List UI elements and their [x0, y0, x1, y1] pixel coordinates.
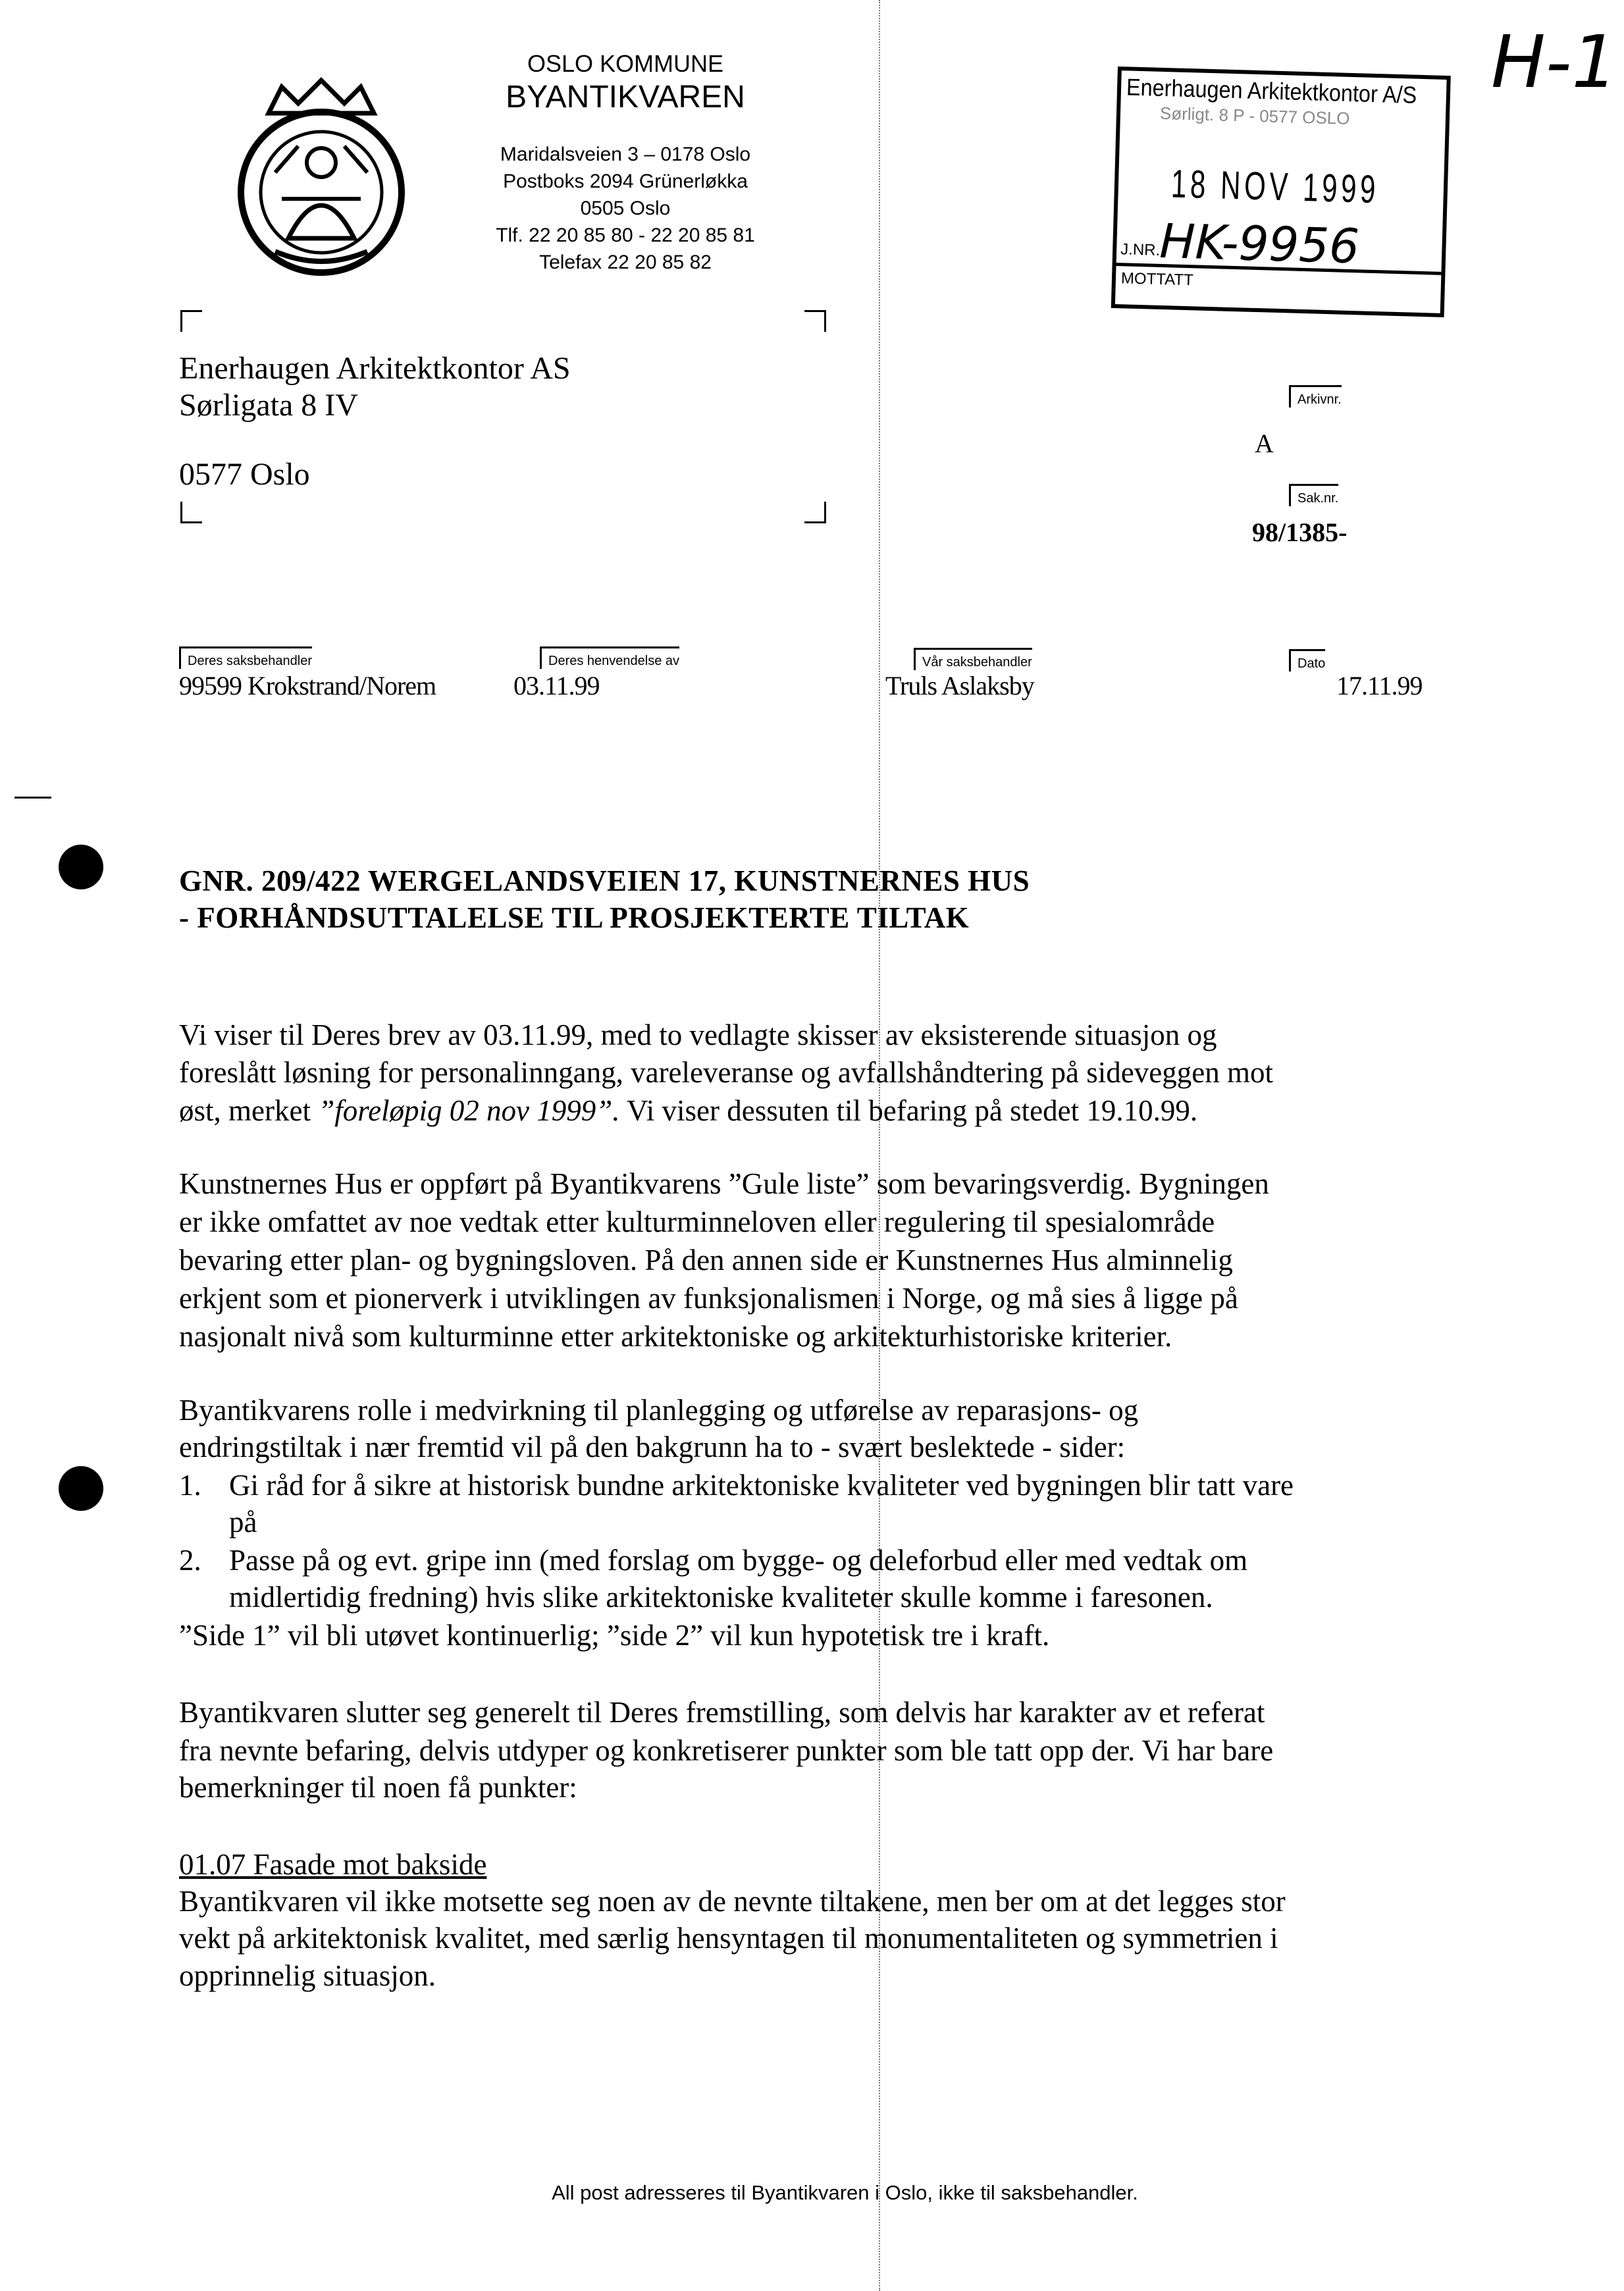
- text-run: Byantikvaren slutter seg generelt til Deres fremstilling, som delvis har karakter av et referat: [179, 1696, 1265, 1729]
- ref-label: [179, 646, 312, 669]
- text-run: 1.: [179, 1469, 201, 1502]
- ref-value: 99599 Krokstrand/Norem: [179, 671, 436, 700]
- body-line: [229, 1580, 1213, 1614]
- body-line: [179, 1959, 436, 1993]
- ref-value: 17.11.99: [1336, 671, 1423, 700]
- text-run: Vi viser til Deres brev av 03.11.99, med to vedlagte skisser av eksisterende situasjon og: [179, 1018, 1217, 1051]
- text-run: er ikke omfattet av noe vedtak etter kulturminneloven eller regulering til spesialområde: [179, 1205, 1215, 1238]
- body-line: [179, 1543, 201, 1577]
- ref-label: [1289, 649, 1325, 672]
- subject-line: GNR. 209/422 WERGELANDSVEIEN 17, KUNSTNERNES HUS: [179, 864, 1030, 897]
- body-line: [179, 1319, 1172, 1354]
- stamp-jnr-label: J.NR.: [1120, 240, 1161, 259]
- recipient-street: Sørligata 8 IV: [179, 388, 358, 423]
- body-line: [179, 1847, 486, 1882]
- italic-text: ”foreløpig 02 nov 1999”.: [318, 1094, 620, 1127]
- ref-label-text: Deres henvendelse av: [548, 654, 680, 668]
- body-line: [179, 1695, 1265, 1729]
- body-line: [179, 1243, 1233, 1277]
- ref-value: Truls Aslaksby: [885, 671, 1034, 700]
- saknr-value: 98/1385-: [1252, 517, 1348, 547]
- text-run: bemerkninger til noen få punkter:: [179, 1771, 577, 1804]
- text-run: Byantikvarens rolle i medvirkning til planlegging og utførelse av reparasjons- og: [179, 1394, 1139, 1427]
- body-line: [229, 1468, 1294, 1502]
- body-line: [179, 1430, 1125, 1464]
- text-run: opprinnelig situasjon.: [179, 1959, 436, 1992]
- oslo-city-seal-icon: [236, 74, 407, 284]
- body-line: [179, 1205, 1215, 1239]
- window-corner: [804, 310, 826, 332]
- body-line: [179, 1093, 1197, 1128]
- ref-label: [914, 648, 1032, 670]
- text-run: Gi råd for å sikre at historisk bundne arkitektoniske kvaliteter ved bygningen blir tatt vare: [229, 1469, 1294, 1502]
- text-run: nasjonalt nivå som kulturminne etter arkitektoniske og arkitekturhistoriske kriterier.: [179, 1320, 1172, 1353]
- text-run: vekt på arkitektonisk kvalitet, med særlig hensyntagen til monumentaliteten og symmetrien i: [179, 1922, 1278, 1955]
- ref-label: [540, 646, 679, 669]
- text-run: på: [229, 1506, 257, 1539]
- ref-value: 03.11.99: [513, 671, 600, 700]
- body-line: [179, 1733, 1273, 1768]
- footer-note: All post adresseres til Byantikvaren i Oslo, ikke til saksbehandler.: [552, 2181, 1138, 2204]
- subject-line: - FORHÅNDSUTTALELSE TIL PROSJEKTERTE TILTAK: [179, 901, 970, 934]
- body-line: [179, 1618, 1049, 1652]
- stamp-date: 18 NOV 1999: [1170, 161, 1380, 212]
- arkivnr-value: A: [1255, 429, 1274, 458]
- recipient-name: Enerhaugen Arkitektkontor AS: [179, 351, 571, 386]
- received-stamp: [1111, 66, 1451, 317]
- body-line: [229, 1543, 1247, 1577]
- body-line: [229, 1505, 257, 1539]
- address-line: Postboks 2094 Grünerløkka: [503, 171, 748, 192]
- saknr-field: [1289, 484, 1338, 506]
- body-line: [179, 1884, 1286, 1918]
- address-line: Tlf. 22 20 85 80 - 22 20 85 81: [496, 224, 755, 246]
- text-run: Passe på og evt. gripe inn (med forslag om bygge- og deleforbud eller med vedtak om: [229, 1544, 1248, 1577]
- text-run: Byantikvaren vil ikke motsette seg noen av de nevnte tiltakene, men ber om at det legges stor: [179, 1885, 1286, 1918]
- body-line: [179, 1393, 1138, 1427]
- punch-hole: [59, 845, 103, 889]
- saknr-label: Sak.nr.: [1297, 491, 1339, 506]
- fold-mark: [14, 797, 51, 799]
- dept-name: BYANTIKVAREN: [506, 80, 745, 115]
- ref-label-text: Vår saksbehandler: [922, 655, 1032, 670]
- body-line: [179, 1018, 1217, 1052]
- body-line: [179, 1281, 1238, 1315]
- body-line: [179, 1167, 1269, 1201]
- recipient-postcode: 0577 Oslo: [179, 457, 310, 492]
- text-run: foreslått løsning for personalinngang, vareleveranse og avfallshåndtering på sideveggen mot: [179, 1056, 1273, 1089]
- stamp-jnr-value: HK-9956: [1159, 213, 1361, 275]
- window-corner: [180, 502, 202, 523]
- address-line: 0505 Oslo: [580, 198, 671, 219]
- section-heading: 01.07 Fasade mot bakside: [179, 1848, 487, 1881]
- ref-label-text: Dato: [1297, 656, 1326, 671]
- window-corner: [804, 502, 826, 523]
- handwritten-mark: H-1: [1491, 20, 1618, 104]
- text-run: ”Side 1” vil bli utøvet kontinuerlig; ”side 2” vil kun hypotetisk tre i kraft.: [179, 1619, 1050, 1652]
- punch-hole: [59, 1466, 103, 1511]
- text-run: 2.: [179, 1544, 201, 1577]
- text-run: øst, merket: [179, 1094, 319, 1127]
- stamp-received-label: MOTTATT: [1120, 269, 1194, 290]
- address-line: Maridalsveien 3 – 0178 Oslo: [500, 144, 751, 165]
- text-run: fra nevnte befaring, delvis utdyper og konkretiserer punkter som ble tatt opp der. Vi har bare: [179, 1734, 1274, 1767]
- address-line: Telefax 22 20 85 82: [539, 251, 712, 273]
- text-run: endringstiltak i nær fremtid vil på den bakgrunn ha to - svært beslektede - sider:: [179, 1431, 1126, 1463]
- org-name: OSLO KOMMUNE: [527, 50, 724, 77]
- text-run: Kunstnernes Hus er oppført på Byantikvarens ”Gule liste” som bevaringsverdig. Bygningen: [179, 1167, 1269, 1200]
- ref-label-text: Deres saksbehandler: [188, 654, 312, 668]
- stamp-address: Sørligt. 8 P - 0577 OSLO: [1159, 103, 1350, 128]
- arkivnr-label: Arkivnr.: [1297, 392, 1342, 407]
- body-line: [179, 1055, 1273, 1090]
- text-run: Vi viser dessuten til befaring på stedet 19.10.99.: [619, 1094, 1198, 1127]
- stamp-company: Enerhaugen Arkitektkontor A/S: [1126, 73, 1417, 109]
- body-line: [179, 1770, 577, 1804]
- body-line: [179, 1921, 1278, 1955]
- text-run: erkjent som et pionerverk i utviklingen av funksjonalismen i Norge, og må sies å ligge på: [179, 1282, 1238, 1315]
- text-run: midlertidig fredning) hvis slike arkitektoniske kvaliteter skulle komme i faresonen.: [229, 1581, 1213, 1614]
- arkivnr-field: [1289, 385, 1342, 408]
- letterhead-address: [461, 141, 790, 276]
- body-line: [179, 1468, 201, 1502]
- window-corner: [180, 310, 202, 332]
- text-run: bevaring etter plan- og bygningsloven. På den annen side er Kunstnernes Hus alminnelig: [179, 1244, 1233, 1277]
